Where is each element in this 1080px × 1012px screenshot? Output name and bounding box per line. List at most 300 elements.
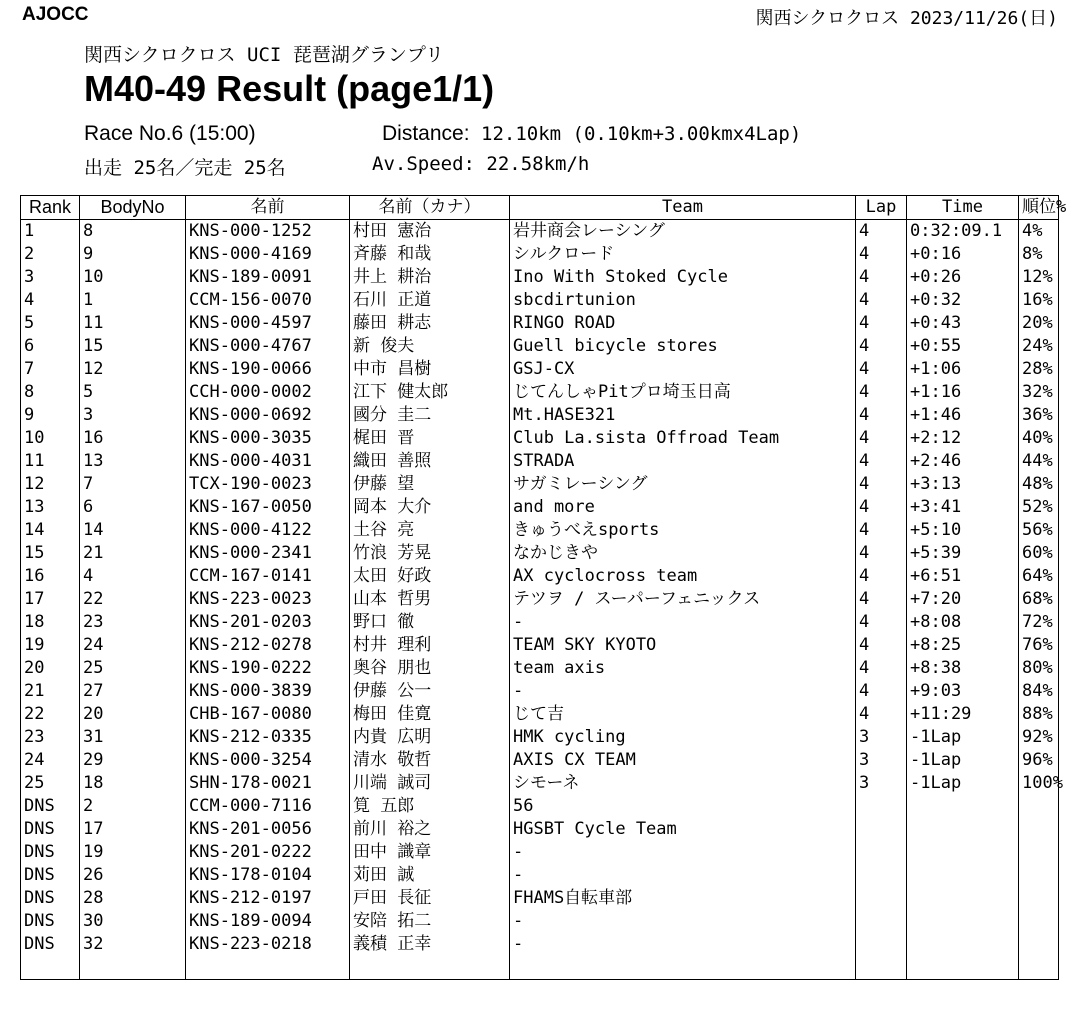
time-cell — [907, 887, 1019, 910]
name-cell: 伊藤 公一 — [350, 680, 510, 703]
pct-cell: 28% — [1019, 358, 1059, 381]
rank-cell: 15 — [21, 542, 80, 565]
lap-cell — [856, 933, 907, 956]
pct-cell: 92% — [1019, 726, 1059, 749]
license-cell: TCX-190-0023 — [186, 473, 350, 496]
bodyno-cell: 9 — [80, 243, 186, 266]
bodyno-cell — [80, 956, 186, 980]
rank-cell: 25 — [21, 772, 80, 795]
pct-cell: 76% — [1019, 634, 1059, 657]
name-cell: 村井 理利 — [350, 634, 510, 657]
name-cell: 土谷 亮 — [350, 519, 510, 542]
license-cell: KNS-201-0056 — [186, 818, 350, 841]
bodyno-cell: 18 — [80, 772, 186, 795]
rank-cell: 9 — [21, 404, 80, 427]
time-cell: +0:26 — [907, 266, 1019, 289]
rank-cell: 11 — [21, 450, 80, 473]
license-cell: KNS-000-1252 — [186, 220, 350, 244]
team-cell: AX cyclocross team — [510, 565, 856, 588]
time-cell: +6:51 — [907, 565, 1019, 588]
team-cell: - — [510, 864, 856, 887]
lap-cell: 4 — [856, 220, 907, 244]
table-row — [21, 887, 1059, 910]
license-cell: KNS-201-0203 — [186, 611, 350, 634]
time-cell: +0:43 — [907, 312, 1019, 335]
team-cell: sbcdirtunion — [510, 289, 856, 312]
rank-cell: 2 — [21, 243, 80, 266]
name-cell: 國分 圭二 — [350, 404, 510, 427]
bodyno-cell: 19 — [80, 841, 186, 864]
pct-cell: 100% — [1019, 772, 1059, 795]
rank-cell: 12 — [21, 473, 80, 496]
bodyno-cell: 17 — [80, 818, 186, 841]
time-cell: +0:55 — [907, 335, 1019, 358]
results-body — [21, 220, 1063, 980]
team-cell: team axis — [510, 657, 856, 680]
time-cell: +1:46 — [907, 404, 1019, 427]
rank-cell: 14 — [21, 519, 80, 542]
rank-cell: 20 — [21, 657, 80, 680]
bodyno-cell: 2 — [80, 795, 186, 818]
bodyno-cell: 31 — [80, 726, 186, 749]
lap-cell: 4 — [856, 289, 907, 312]
license-cell: CCM-156-0070 — [186, 289, 350, 312]
name-cell: 梶田 晋 — [350, 427, 510, 450]
rank-cell: 5 — [21, 312, 80, 335]
team-cell: Mt.HASE321 — [510, 404, 856, 427]
col-lap-header: Lap — [856, 196, 907, 220]
rank-cell: DNS — [21, 864, 80, 887]
pct-cell: 80% — [1019, 657, 1059, 680]
lap-cell: 4 — [856, 565, 907, 588]
bodyno-cell: 4 — [80, 565, 186, 588]
team-cell — [510, 956, 856, 980]
distance: Distance: 12.10km (0.10km+3.00kmx4Lap) — [382, 122, 802, 145]
name-cell: 石川 正道 — [350, 289, 510, 312]
lap-cell — [856, 841, 907, 864]
pct-cell — [1019, 864, 1059, 887]
license-cell: KNS-000-4122 — [186, 519, 350, 542]
name-cell: 太田 好政 — [350, 565, 510, 588]
team-cell: サガミレーシング — [510, 473, 856, 496]
lap-cell: 4 — [856, 657, 907, 680]
bodyno-cell: 8 — [80, 220, 186, 244]
table-row — [21, 933, 1059, 956]
lap-cell — [856, 910, 907, 933]
rank-cell: DNS — [21, 818, 80, 841]
lap-cell — [856, 864, 907, 887]
organization-name: AJOCC — [22, 4, 89, 25]
pct-cell — [1019, 910, 1059, 933]
rank-cell: 3 — [21, 266, 80, 289]
team-cell: and more — [510, 496, 856, 519]
name-cell: 山本 哲男 — [350, 588, 510, 611]
race-number: Race No.6 (15:00) — [84, 122, 256, 145]
name-cell: 江下 健太郎 — [350, 381, 510, 404]
pct-cell: 44% — [1019, 450, 1059, 473]
rank-cell: 8 — [21, 381, 80, 404]
team-cell: なかじきや — [510, 542, 856, 565]
pct-cell — [1019, 933, 1059, 956]
pct-cell: 16% — [1019, 289, 1059, 312]
lap-cell — [856, 956, 907, 980]
team-cell: - — [510, 680, 856, 703]
team-cell: シルクロード — [510, 243, 856, 266]
team-cell: STRADA — [510, 450, 856, 473]
time-cell — [907, 933, 1019, 956]
name-cell: 新 俊夫 — [350, 335, 510, 358]
table-row — [21, 956, 1059, 980]
name-cell: 中市 昌樹 — [350, 358, 510, 381]
col-pct-header: 順位% — [1019, 196, 1059, 220]
page-title: M40-49 Result (page1/1) — [84, 68, 495, 109]
time-cell: +0:32 — [907, 289, 1019, 312]
bodyno-cell: 3 — [80, 404, 186, 427]
rank-cell: 1 — [21, 220, 80, 244]
time-cell: +2:46 — [907, 450, 1019, 473]
lap-cell — [856, 795, 907, 818]
lap-cell: 4 — [856, 496, 907, 519]
lap-cell: 4 — [856, 519, 907, 542]
rank-cell: 6 — [21, 335, 80, 358]
time-cell — [907, 795, 1019, 818]
pct-cell: 68% — [1019, 588, 1059, 611]
bodyno-cell: 11 — [80, 312, 186, 335]
bodyno-cell: 25 — [80, 657, 186, 680]
rank-cell: 4 — [21, 289, 80, 312]
table-row — [21, 381, 1059, 404]
license-cell: KNS-212-0335 — [186, 726, 350, 749]
lap-cell: 4 — [856, 473, 907, 496]
bodyno-cell: 23 — [80, 611, 186, 634]
name-cell: 田中 識章 — [350, 841, 510, 864]
col-time-header: Time — [907, 196, 1019, 220]
team-cell: GSJ-CX — [510, 358, 856, 381]
table-row — [21, 657, 1059, 680]
license-cell: KNS-223-0023 — [186, 588, 350, 611]
lap-cell: 3 — [856, 726, 907, 749]
pct-cell: 72% — [1019, 611, 1059, 634]
table-row — [21, 496, 1059, 519]
lap-cell: 4 — [856, 335, 907, 358]
time-cell: +5:10 — [907, 519, 1019, 542]
name-cell: 前川 裕之 — [350, 818, 510, 841]
team-cell: 岩井商会レーシング — [510, 220, 856, 244]
pct-cell: 60% — [1019, 542, 1059, 565]
table-row — [21, 358, 1059, 381]
time-cell: +2:12 — [907, 427, 1019, 450]
team-cell: じて吉 — [510, 703, 856, 726]
time-cell — [907, 910, 1019, 933]
name-cell: 野口 徹 — [350, 611, 510, 634]
pct-cell: 52% — [1019, 496, 1059, 519]
rank-cell: 16 — [21, 565, 80, 588]
rank-cell: 24 — [21, 749, 80, 772]
name-cell: 井上 耕治 — [350, 266, 510, 289]
pct-cell: 84% — [1019, 680, 1059, 703]
bodyno-cell: 1 — [80, 289, 186, 312]
name-cell: 織田 善照 — [350, 450, 510, 473]
lap-cell: 4 — [856, 542, 907, 565]
rank-cell: DNS — [21, 910, 80, 933]
license-cell: CCM-167-0141 — [186, 565, 350, 588]
license-cell: KNS-000-3254 — [186, 749, 350, 772]
pct-cell — [1019, 956, 1059, 980]
team-cell: TEAM SKY KYOTO — [510, 634, 856, 657]
bodyno-cell: 6 — [80, 496, 186, 519]
name-cell: 苅田 誠 — [350, 864, 510, 887]
lap-cell: 4 — [856, 611, 907, 634]
license-cell: KNS-201-0222 — [186, 841, 350, 864]
license-cell: KNS-000-2341 — [186, 542, 350, 565]
bodyno-cell: 7 — [80, 473, 186, 496]
results-table — [20, 195, 1067, 980]
team-cell: - — [510, 841, 856, 864]
license-cell: KNS-190-0066 — [186, 358, 350, 381]
pct-cell: 36% — [1019, 404, 1059, 427]
pct-cell: 64% — [1019, 565, 1059, 588]
bodyno-cell: 22 — [80, 588, 186, 611]
col-team-header: Team — [510, 196, 856, 220]
average-speed: Av.Speed: 22.58km/h — [372, 153, 590, 175]
col-kana-header: 名前（カナ） — [350, 196, 510, 220]
license-cell: KNS-000-4031 — [186, 450, 350, 473]
name-cell: 清水 敬哲 — [350, 749, 510, 772]
event-date: 関西シクロクロス 2023/11/26(日) — [755, 8, 1058, 29]
pct-cell: 40% — [1019, 427, 1059, 450]
name-cell: 岡本 大介 — [350, 496, 510, 519]
pct-cell: 4% — [1019, 220, 1059, 244]
team-cell: AXIS CX TEAM — [510, 749, 856, 772]
col-bodyno-header: BodyNo — [80, 196, 186, 220]
table-row — [21, 220, 1059, 244]
col-name-header: 名前 — [186, 196, 350, 220]
time-cell — [907, 864, 1019, 887]
pct-cell — [1019, 795, 1059, 818]
license-cell: KNS-190-0222 — [186, 657, 350, 680]
name-cell: 村田 憲治 — [350, 220, 510, 244]
name-cell: 梅田 佳寛 — [350, 703, 510, 726]
rank-cell: 19 — [21, 634, 80, 657]
name-cell: 戸田 長征 — [350, 887, 510, 910]
license-cell: KNS-223-0218 — [186, 933, 350, 956]
license-cell: KNS-167-0050 — [186, 496, 350, 519]
bodyno-cell: 32 — [80, 933, 186, 956]
table-row — [21, 841, 1059, 864]
time-cell: -1Lap — [907, 726, 1019, 749]
table-row — [21, 565, 1059, 588]
team-cell: テツヲ / スーパーフェニックス — [510, 588, 856, 611]
lap-cell: 4 — [856, 680, 907, 703]
license-cell: CHB-167-0080 — [186, 703, 350, 726]
table-row — [21, 611, 1059, 634]
name-cell: 川端 誠司 — [350, 772, 510, 795]
time-cell: +9:03 — [907, 680, 1019, 703]
table-row — [21, 289, 1059, 312]
time-cell: +0:16 — [907, 243, 1019, 266]
name-cell: 藤田 耕志 — [350, 312, 510, 335]
lap-cell: 4 — [856, 312, 907, 335]
rank-cell: DNS — [21, 795, 80, 818]
table-row — [21, 519, 1059, 542]
table-row — [21, 864, 1059, 887]
table-row — [21, 266, 1059, 289]
time-cell: +11:29 — [907, 703, 1019, 726]
rank-cell: DNS — [21, 841, 80, 864]
table-row — [21, 772, 1059, 795]
lap-cell: 3 — [856, 772, 907, 795]
table-row — [21, 427, 1059, 450]
name-cell: 筧 五郎 — [350, 795, 510, 818]
bodyno-cell: 10 — [80, 266, 186, 289]
team-cell: じてんしゃPitプロ埼玉日高 — [510, 381, 856, 404]
license-cell: KNS-000-4597 — [186, 312, 350, 335]
time-cell: +1:06 — [907, 358, 1019, 381]
name-cell: 竹浪 芳晃 — [350, 542, 510, 565]
time-cell — [907, 841, 1019, 864]
pct-cell — [1019, 841, 1059, 864]
table-row — [21, 588, 1059, 611]
table-header-row — [21, 196, 1059, 220]
name-cell: 奥谷 朋也 — [350, 657, 510, 680]
license-cell: KNS-212-0278 — [186, 634, 350, 657]
name-cell: 内貴 広明 — [350, 726, 510, 749]
lap-cell: 4 — [856, 266, 907, 289]
table-row — [21, 404, 1059, 427]
pct-cell: 12% — [1019, 266, 1059, 289]
lap-cell: 3 — [856, 749, 907, 772]
table-row — [21, 818, 1059, 841]
team-cell: - — [510, 933, 856, 956]
rank-cell: 17 — [21, 588, 80, 611]
lap-cell — [856, 818, 907, 841]
table-row — [21, 450, 1059, 473]
bodyno-cell: 24 — [80, 634, 186, 657]
team-cell: FHAMS自転車部 — [510, 887, 856, 910]
pct-cell: 96% — [1019, 749, 1059, 772]
time-cell: 0:32:09.1 — [907, 220, 1019, 244]
team-cell: HGSBT Cycle Team — [510, 818, 856, 841]
bodyno-cell: 20 — [80, 703, 186, 726]
time-cell: +1:16 — [907, 381, 1019, 404]
race-name: 関西シクロクロス UCI 琵琶湖グランプリ — [84, 44, 445, 66]
team-cell: - — [510, 611, 856, 634]
bodyno-cell: 5 — [80, 381, 186, 404]
table-row — [21, 542, 1059, 565]
team-cell: シモーネ — [510, 772, 856, 795]
table-row — [21, 634, 1059, 657]
table-row — [21, 726, 1059, 749]
table-row — [21, 910, 1059, 933]
lap-cell: 4 — [856, 381, 907, 404]
time-cell: -1Lap — [907, 749, 1019, 772]
name-cell — [350, 956, 510, 980]
bodyno-cell: 15 — [80, 335, 186, 358]
table-row — [21, 335, 1059, 358]
lap-cell: 4 — [856, 450, 907, 473]
rank-cell: 22 — [21, 703, 80, 726]
team-cell: Club La.sista Offroad Team — [510, 427, 856, 450]
time-cell — [907, 818, 1019, 841]
team-cell: - — [510, 910, 856, 933]
bodyno-cell: 28 — [80, 887, 186, 910]
time-cell: -1Lap — [907, 772, 1019, 795]
rank-cell: 7 — [21, 358, 80, 381]
rank-cell: 18 — [21, 611, 80, 634]
team-cell: きゅうべえsports — [510, 519, 856, 542]
rank-cell — [21, 956, 80, 980]
license-cell: KNS-189-0091 — [186, 266, 350, 289]
pct-cell: 48% — [1019, 473, 1059, 496]
pct-cell — [1019, 818, 1059, 841]
pct-cell: 8% — [1019, 243, 1059, 266]
table-row — [21, 749, 1059, 772]
bodyno-cell: 12 — [80, 358, 186, 381]
lap-cell: 4 — [856, 358, 907, 381]
entry-count: 出走 25名／完走 25名 — [84, 157, 286, 179]
time-cell: +8:08 — [907, 611, 1019, 634]
table-row — [21, 680, 1059, 703]
pct-cell: 88% — [1019, 703, 1059, 726]
lap-cell: 4 — [856, 243, 907, 266]
bodyno-cell: 21 — [80, 542, 186, 565]
lap-cell: 4 — [856, 703, 907, 726]
table-row — [21, 243, 1059, 266]
license-cell: CCM-000-7116 — [186, 795, 350, 818]
pct-cell: 24% — [1019, 335, 1059, 358]
rank-cell: DNS — [21, 933, 80, 956]
bodyno-cell: 14 — [80, 519, 186, 542]
name-cell: 伊藤 望 — [350, 473, 510, 496]
time-cell — [907, 956, 1019, 980]
pct-cell — [1019, 887, 1059, 910]
col-rank-header: Rank — [21, 196, 80, 220]
table-row — [21, 703, 1059, 726]
time-cell: +8:25 — [907, 634, 1019, 657]
pct-cell: 20% — [1019, 312, 1059, 335]
license-cell: KNS-000-3839 — [186, 680, 350, 703]
bodyno-cell: 16 — [80, 427, 186, 450]
time-cell: +3:13 — [907, 473, 1019, 496]
bodyno-cell: 13 — [80, 450, 186, 473]
license-cell: KNS-212-0197 — [186, 887, 350, 910]
lap-cell: 4 — [856, 634, 907, 657]
license-cell: KNS-000-3035 — [186, 427, 350, 450]
table-row — [21, 795, 1059, 818]
time-cell: +3:41 — [907, 496, 1019, 519]
bodyno-cell: 29 — [80, 749, 186, 772]
rank-cell: 13 — [21, 496, 80, 519]
time-cell: +7:20 — [907, 588, 1019, 611]
name-cell: 斉藤 和哉 — [350, 243, 510, 266]
team-cell: RINGO ROAD — [510, 312, 856, 335]
table-row — [21, 312, 1059, 335]
license-cell: CCH-000-0002 — [186, 381, 350, 404]
lap-cell: 4 — [856, 427, 907, 450]
license-cell: KNS-189-0094 — [186, 910, 350, 933]
team-cell: HMK cycling — [510, 726, 856, 749]
lap-cell — [856, 887, 907, 910]
license-cell: KNS-000-4169 — [186, 243, 350, 266]
pct-cell: 32% — [1019, 381, 1059, 404]
license-cell: KNS-000-4767 — [186, 335, 350, 358]
lap-cell: 4 — [856, 588, 907, 611]
time-cell: +8:38 — [907, 657, 1019, 680]
rank-cell: 21 — [21, 680, 80, 703]
lap-cell: 4 — [856, 404, 907, 427]
rank-cell: 10 — [21, 427, 80, 450]
bodyno-cell: 26 — [80, 864, 186, 887]
